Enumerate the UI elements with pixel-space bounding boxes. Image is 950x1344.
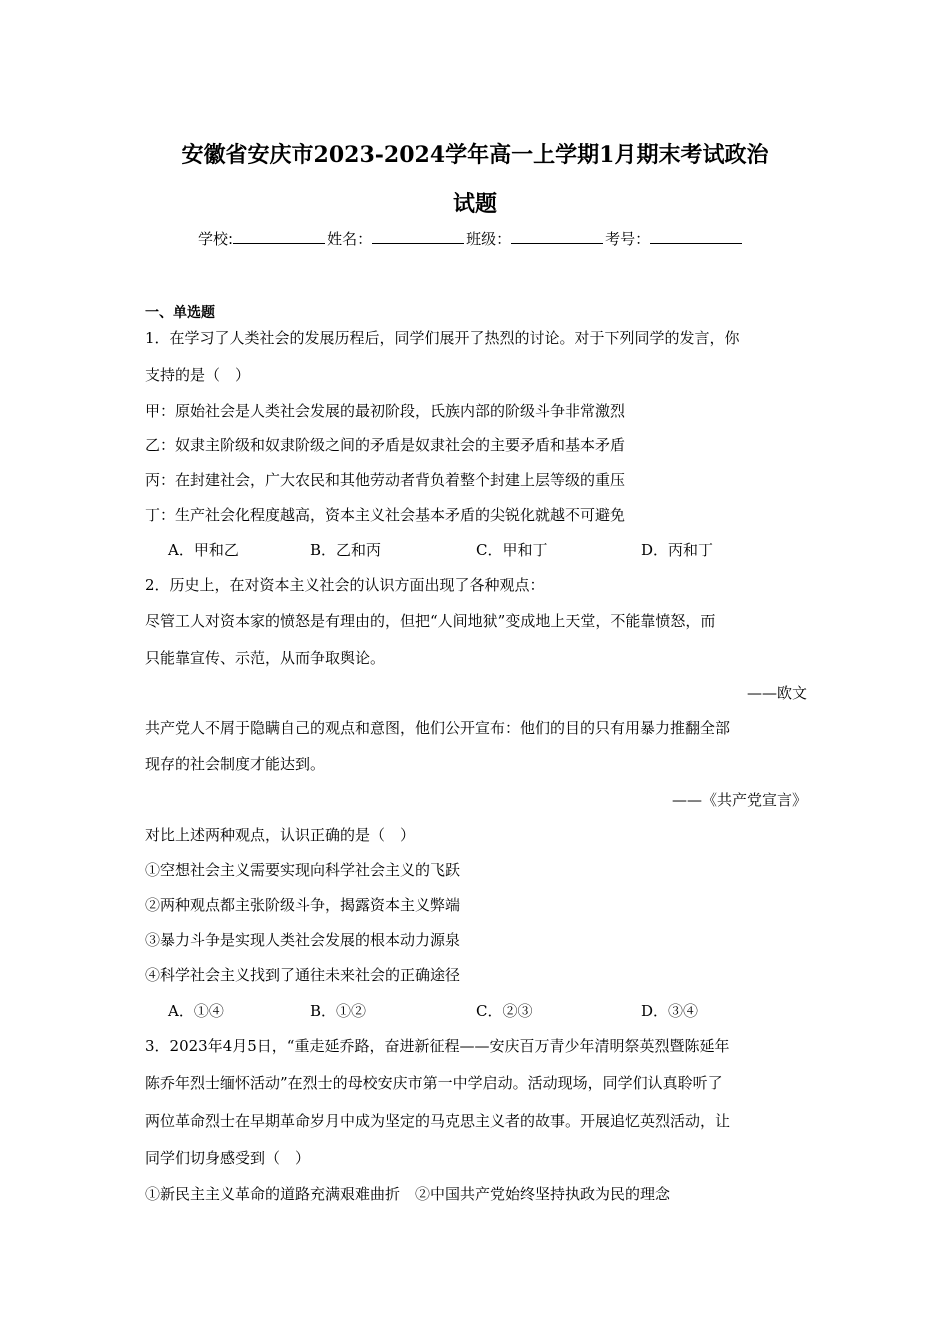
q2-source2: ——《共产党宣言》 — [671, 791, 807, 809]
id-label: 考号： — [605, 230, 651, 248]
q1-stem-line1: 1．在学习了人类社会的发展历程后，同学们展开了热烈的讨论。对于下列同学的发言，你 — [145, 329, 740, 347]
q3-line4: 同学们切身感受到（ ） — [145, 1149, 311, 1167]
q3-line1: 3．2023年4月5日，“重走延乔路，奋进新征程——安庆百万青少年清明祭英烈暨陈延年 — [145, 1037, 730, 1055]
q2-source1: ——欧文 — [746, 684, 807, 702]
q2-statement-3: ③暴力斗争是实现人类社会发展的根本动力源泉 — [145, 931, 461, 949]
section-heading: 一、单选题 — [145, 305, 215, 321]
q2-statement-1: ①空想社会主义需要实现向科学社会主义的飞跃 — [145, 861, 461, 879]
class-blank — [511, 229, 603, 244]
q3-line2: 陈乔年烈士缅怀活动”在烈士的母校安庆市第一中学启动。活动现场，同学们认真聆听了 — [145, 1074, 723, 1092]
q2-quote2-line2: 现存的社会制度才能达到。 — [145, 755, 326, 773]
q1-option-a[interactable]: A．甲和乙 — [168, 541, 239, 559]
name-blank — [372, 229, 464, 244]
q2-quote2-line1: 共产党人不屑于隐瞒自己的观点和意图，他们公开宣布：他们的目的只有用暴力推翻全部 — [145, 719, 731, 737]
q1-statement-1: 甲：原始社会是人类社会发展的最初阶段，氏族内部的阶级斗争非常激烈 — [145, 402, 626, 420]
school-blank — [233, 229, 325, 244]
q1-stem-line2: 支持的是（ ） — [145, 366, 251, 384]
q1-option-d[interactable]: D．丙和丁 — [641, 541, 714, 559]
name-label: 姓名： — [327, 230, 373, 248]
q2-quote1-line2: 只能靠宣传、示范，从而争取舆论。 — [145, 649, 386, 667]
q2-statement-2: ②两种观点都主张阶级斗争，揭露资本主义弊端 — [145, 896, 461, 914]
q2-option-b[interactable]: B．①② — [310, 1002, 367, 1020]
q2-statement-4: ④科学社会主义找到了通往未来社会的正确途径 — [145, 966, 461, 984]
id-blank — [650, 229, 742, 244]
school-label: 学校: — [198, 230, 234, 248]
q1-option-c[interactable]: C．甲和丁 — [476, 541, 548, 559]
q1-statement-3: 丙：在封建社会，广大农民和其他劳动者背负着整个封建上层等级的重压 — [145, 471, 626, 489]
q2-option-d[interactable]: D．③④ — [641, 1002, 699, 1020]
q2-ask: 对比上述两种观点，认识正确的是（ ） — [145, 826, 416, 844]
class-label: 班级： — [466, 230, 512, 248]
q1-statement-2: 乙：奴隶主阶级和奴隶阶级之间的矛盾是奴隶社会的主要矛盾和基本矛盾 — [145, 436, 626, 454]
q1-option-b[interactable]: B．乙和丙 — [310, 541, 382, 559]
exam-title-line1: 安徽省安庆市2023-2024学年高一上学期1月期末考试政治 — [181, 142, 769, 168]
q2-option-a[interactable]: A．①④ — [168, 1002, 224, 1020]
q1-statement-4: 丁：生产社会化程度越高，资本主义社会基本矛盾的尖锐化就越不可避免 — [145, 506, 626, 524]
q2-stem: 2．历史上，在对资本主义社会的认识方面出现了各种观点： — [145, 576, 545, 594]
q3-line3: 两位革命烈士在早期革命岁月中成为坚定的马克思主义者的故事。开展追忆英烈活动，让 — [145, 1112, 731, 1130]
q2-option-c[interactable]: C．②③ — [476, 1002, 533, 1020]
exam-title-line2: 试题 — [452, 191, 497, 217]
q3-statements-1-2: ①新民主主义革命的道路充满艰难曲折 ②中国共产党始终坚持执政为民的理念 — [145, 1185, 671, 1203]
student-info-row — [198, 228, 744, 249]
q2-quote1-line1: 尽管工人对资本家的愤怒是有理由的，但把“人间地狱”变成地上天堂，不能靠愤怒，而 — [145, 612, 716, 630]
